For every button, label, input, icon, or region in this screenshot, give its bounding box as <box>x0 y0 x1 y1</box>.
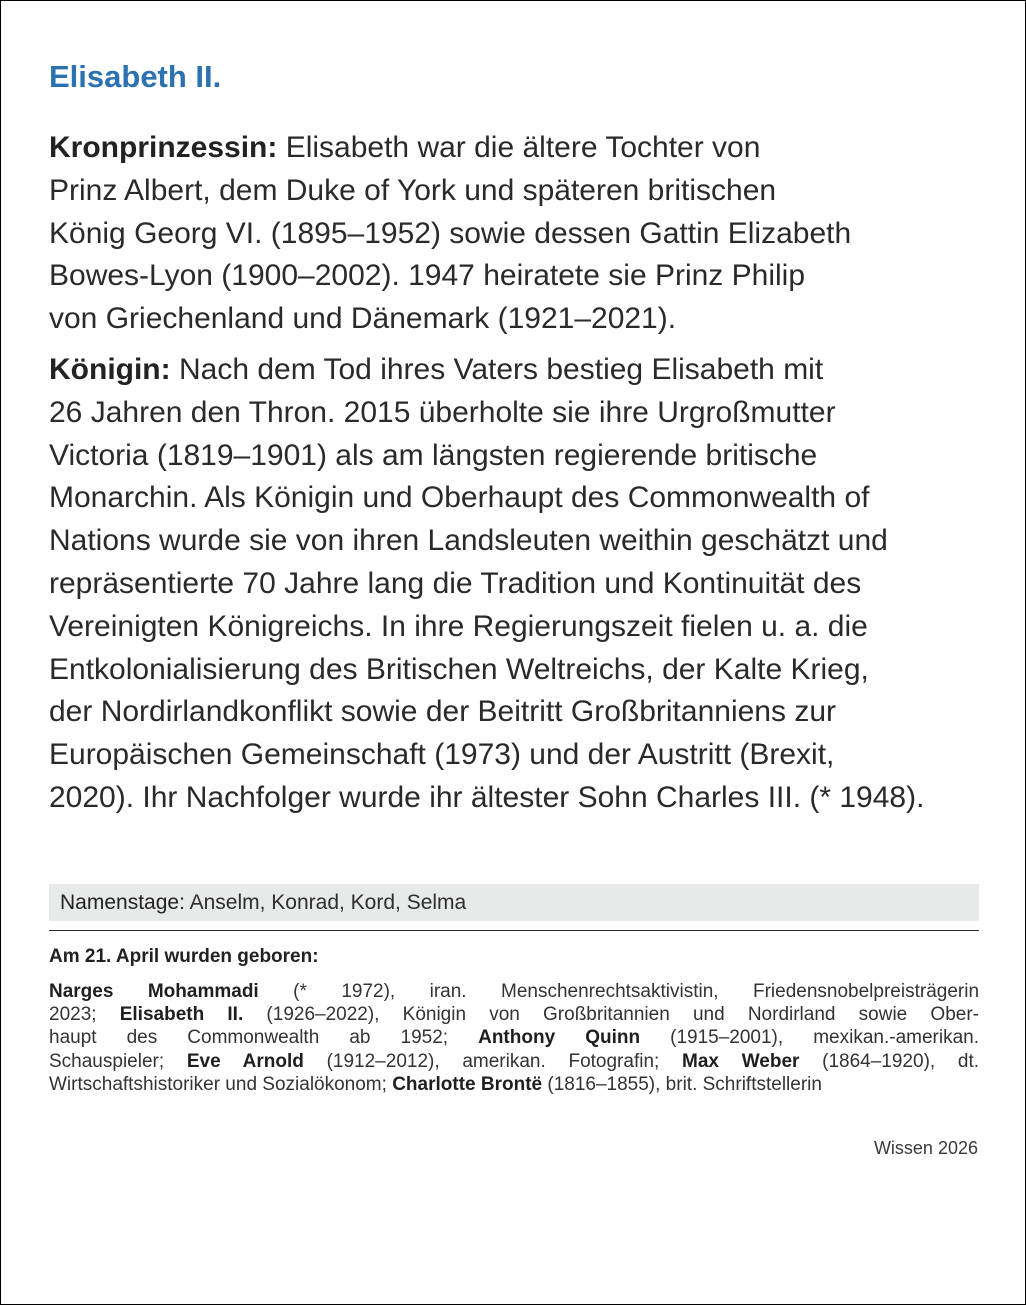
text-line: von Griechenland und Dänemark (1921–2021). <box>49 302 677 336</box>
births-line <box>49 1026 979 1049</box>
namenstage-label: Namenstage: <box>60 891 185 914</box>
births-list <box>49 980 979 1096</box>
text-line: repräsentierte 70 Jahre lang die Tradition und Kontinuität des <box>49 566 862 600</box>
page-title: Elisabeth II. <box>49 59 222 94</box>
person-details: (1864–1920), dt. <box>799 1050 980 1072</box>
text-line: 26 Jahren den Thron. 2015 überholte sie ihre Urgroßmutter <box>49 395 836 429</box>
person-name: Eve Arnold <box>186 1050 304 1072</box>
text-fragment: Nach dem Tod ihres Vaters bestieg Elisabeth mit <box>170 353 824 386</box>
text-line: der Nordirlandkonflikt sowie der Beitritt Großbritanniens zur <box>49 695 836 729</box>
namenstage-box <box>49 884 979 921</box>
footer-label: Wissen 2026 <box>873 1138 978 1158</box>
person-details: (1915–2001), mexikan.-amerikan. <box>640 1027 979 1049</box>
person-details: (1816–1855), brit. Schriftstellerin <box>542 1073 822 1095</box>
births-line <box>49 1003 979 1026</box>
section-divider <box>49 930 979 931</box>
text-line <box>49 127 989 170</box>
person-details: Schauspieler; <box>49 1050 187 1072</box>
text-line: Europäischen Gemeinschaft (1973) und der Austritt (Brexit, <box>49 738 835 772</box>
section-lead: Königin: <box>49 353 171 386</box>
text-line: Vereinigten Königreichs. In ihre Regierungszeit fielen u. a. die <box>49 609 868 643</box>
births-line <box>49 1050 979 1073</box>
births-line <box>49 1073 979 1096</box>
paragraph-koenigin <box>49 349 989 820</box>
births-heading: Am 21. April wurden geboren: <box>49 946 319 967</box>
person-details: (1912–2012), amerikan. Fotografin; <box>303 1050 683 1072</box>
text-fragment: Elisabeth war die ältere Tochter von <box>277 131 761 164</box>
namenstage-names: Anselm, Konrad, Kord, Selma <box>184 891 467 914</box>
person-details: (* 1972), iran. Menschenrechtsaktivistin, Friedensnobelpreisträgerin <box>258 981 980 1002</box>
text-line <box>49 349 989 392</box>
person-details: Wirtschaftshistoriker und Sozialökonom; <box>49 1073 393 1095</box>
text-line: Entkolonialisierung des Britischen Weltreichs, der Kalte Krieg, <box>49 652 869 686</box>
text-line: Prinz Albert, dem Duke of York und späteren britischen <box>49 173 777 207</box>
births-line <box>49 980 979 1003</box>
text-line: Bowes-Lyon (1900–2002). 1947 heiratete sie Prinz Philip <box>49 259 806 293</box>
person-details: (1926–2022), Königin von Großbritannien und Nordirland sowie Ober- <box>243 1004 979 1026</box>
section-lead: Kronprinzessin: <box>49 131 278 164</box>
text-line: Victoria (1819–1901) als am längsten regierende britische <box>49 438 818 472</box>
text-line: Nations wurde sie von ihren Landsleuten weithin geschätzt und <box>49 524 888 558</box>
person-details: haupt des Commonwealth ab 1952; <box>49 1027 479 1049</box>
person-name: Elisabeth II. <box>119 1004 244 1026</box>
paragraph-kronprinzessin <box>49 127 989 341</box>
text-line: Monarchin. Als Königin und Oberhaupt des Commonwealth of <box>49 481 870 515</box>
person-name: Narges Mohammadi <box>49 981 259 1002</box>
text-line: 2020). Ihr Nachfolger wurde ihr ältester Sohn Charles III. (* 1948). <box>49 780 925 814</box>
person-name: Charlotte Brontë <box>392 1073 543 1095</box>
person-details: 2023; <box>49 1004 120 1026</box>
text-line: König Georg VI. (1895–1952) sowie dessen Gattin Elizabeth <box>49 216 852 250</box>
person-name: Anthony Quinn <box>478 1027 641 1049</box>
person-name: Max Weber <box>682 1050 800 1072</box>
